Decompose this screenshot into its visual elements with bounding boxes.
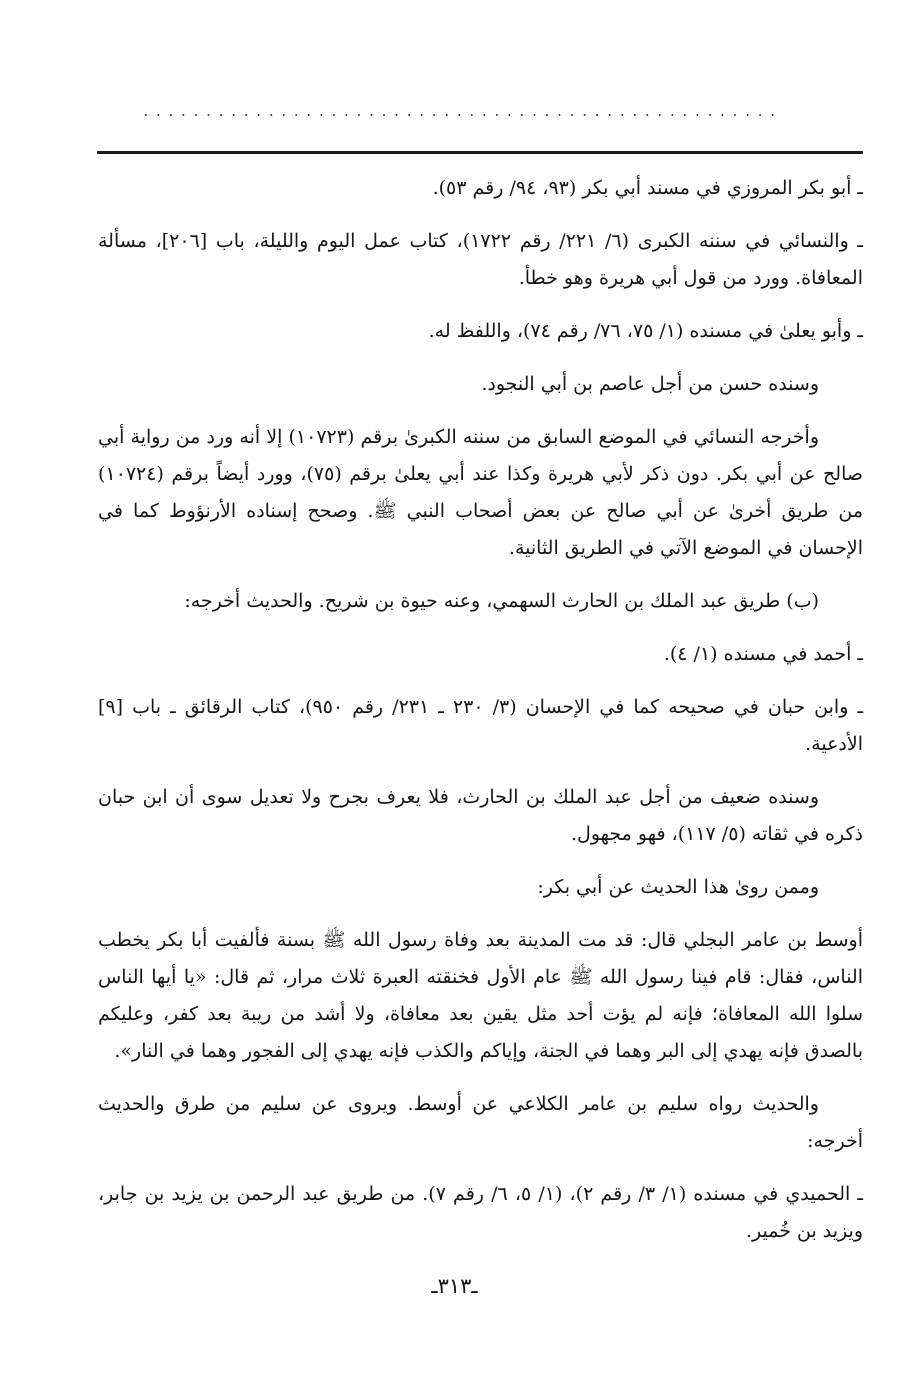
paragraph-10: وممن روىٰ هذا الحديث عن أبي بكر: xyxy=(537,876,819,898)
paragraph-7: ـ أحمد في مسنده (١/ ٤). xyxy=(663,643,863,665)
paragraph-8: ـ وابن حبان في صحيحه كما في الإحسان (٣/ ٢٣٠ ـ ٢٣١/ رقم ٩٥٠)، كتاب الرقائق ـ باب [٩] الأدعية. xyxy=(98,696,864,755)
paragraph-4: وسنده حسن من أجل عاصم بن أبي النجود. xyxy=(481,373,819,395)
paragraph-5: وأخرجه النسائي في الموضع السابق من سننه الكبرىٰ برقم (١٠٧٢٣) إلا أنه ورد من رواية أبي صالح عن أبي بكر. دون ذكر لأبي هريرة وكذا عند أبي يعلىٰ برقم (٧٥)، وورد أيضاً برقم (١٠٧٢٤) من طريق أخرىٰ عن أبي صالح عن بعض أصحاب النبي ﷺ. وصحح إسناده الأرنؤوط كما في الإحسان في الموضع الآتي في الطريق الثانية. xyxy=(98,426,863,559)
header-dotted-line: . . . . . . . . . . . . . . . . . . . . . . . . . . . . . . . . . . . . . . . . . . . . . . . . . . . xyxy=(143,102,777,120)
page-number: ـ٣١٣ـ xyxy=(431,1274,478,1298)
main-text xyxy=(98,170,863,1250)
paragraph-2: ـ والنسائي في سننه الكبرى (٦/ ٢٢١/ رقم ١٧٢٢)، كتاب عمل اليوم والليلة، باب [٢٠٦]، مسألة المعافاة. وورد من قول أبي هريرة وهو خطأ. xyxy=(98,230,863,289)
paragraph-13: ـ الحميدي في مسنده (١/ ٣/ رقم ٢)، (١/ ٥، ٦/ رقم ٧). من طريق عبد الرحمن بن يزيد بن جابر، ويزيد بن خُمير. xyxy=(98,1183,863,1242)
paragraph-11: أوسط بن عامر البجلي قال: قد مت المدينة بعد وفاة رسول الله ﷺ بسنة فألفيت أبا بكر يخطب الناس، فقال: قام فينا رسول الله ﷺ عام الأول فخنقته العبرة ثلاث مرار، ثم قال: «يا أيها الناس سلوا الله المعافاة؛ فإنه لم يؤت أحد مثل يقين بعد معافاة، ولا أشد من ريبة بعد كفر، وعليكم بالصدق فإنه يهدي إلى البر وهما في الجنة، وإياكم والكذب فإنه يهدي إلى الفجور وهما في النار». xyxy=(98,929,863,1062)
paragraph-9: وسنده ضعيف من أجل عبد الملك بن الحارث، فلا يعرف بجرح ولا تعديل سوى أن ابن حبان ذكره في ثقاته (٥/ ١١٧)، فهو مجهول. xyxy=(98,786,863,845)
paragraph-3: ـ وأبو يعلىٰ في مسنده (١/ ٧٥، ٧٦/ رقم ٧٤)، واللفظ له. xyxy=(428,320,863,342)
header-rule xyxy=(97,151,863,154)
paragraph-6: (ب) طريق عبد الملك بن الحارث السهمي، وعنه حيوة بن شريح. والحديث أخرجه: xyxy=(184,590,819,612)
paragraph-12: والحديث رواه سليم بن عامر الكلاعي عن أوسط. ويروى عن سليم من طرق والحديث أخرجه: xyxy=(98,1093,863,1152)
paragraph-1: ـ أبو بكر المروزي في مسند أبي بكر (٩٣، ٩٤/ رقم ٥٣). xyxy=(432,177,863,199)
